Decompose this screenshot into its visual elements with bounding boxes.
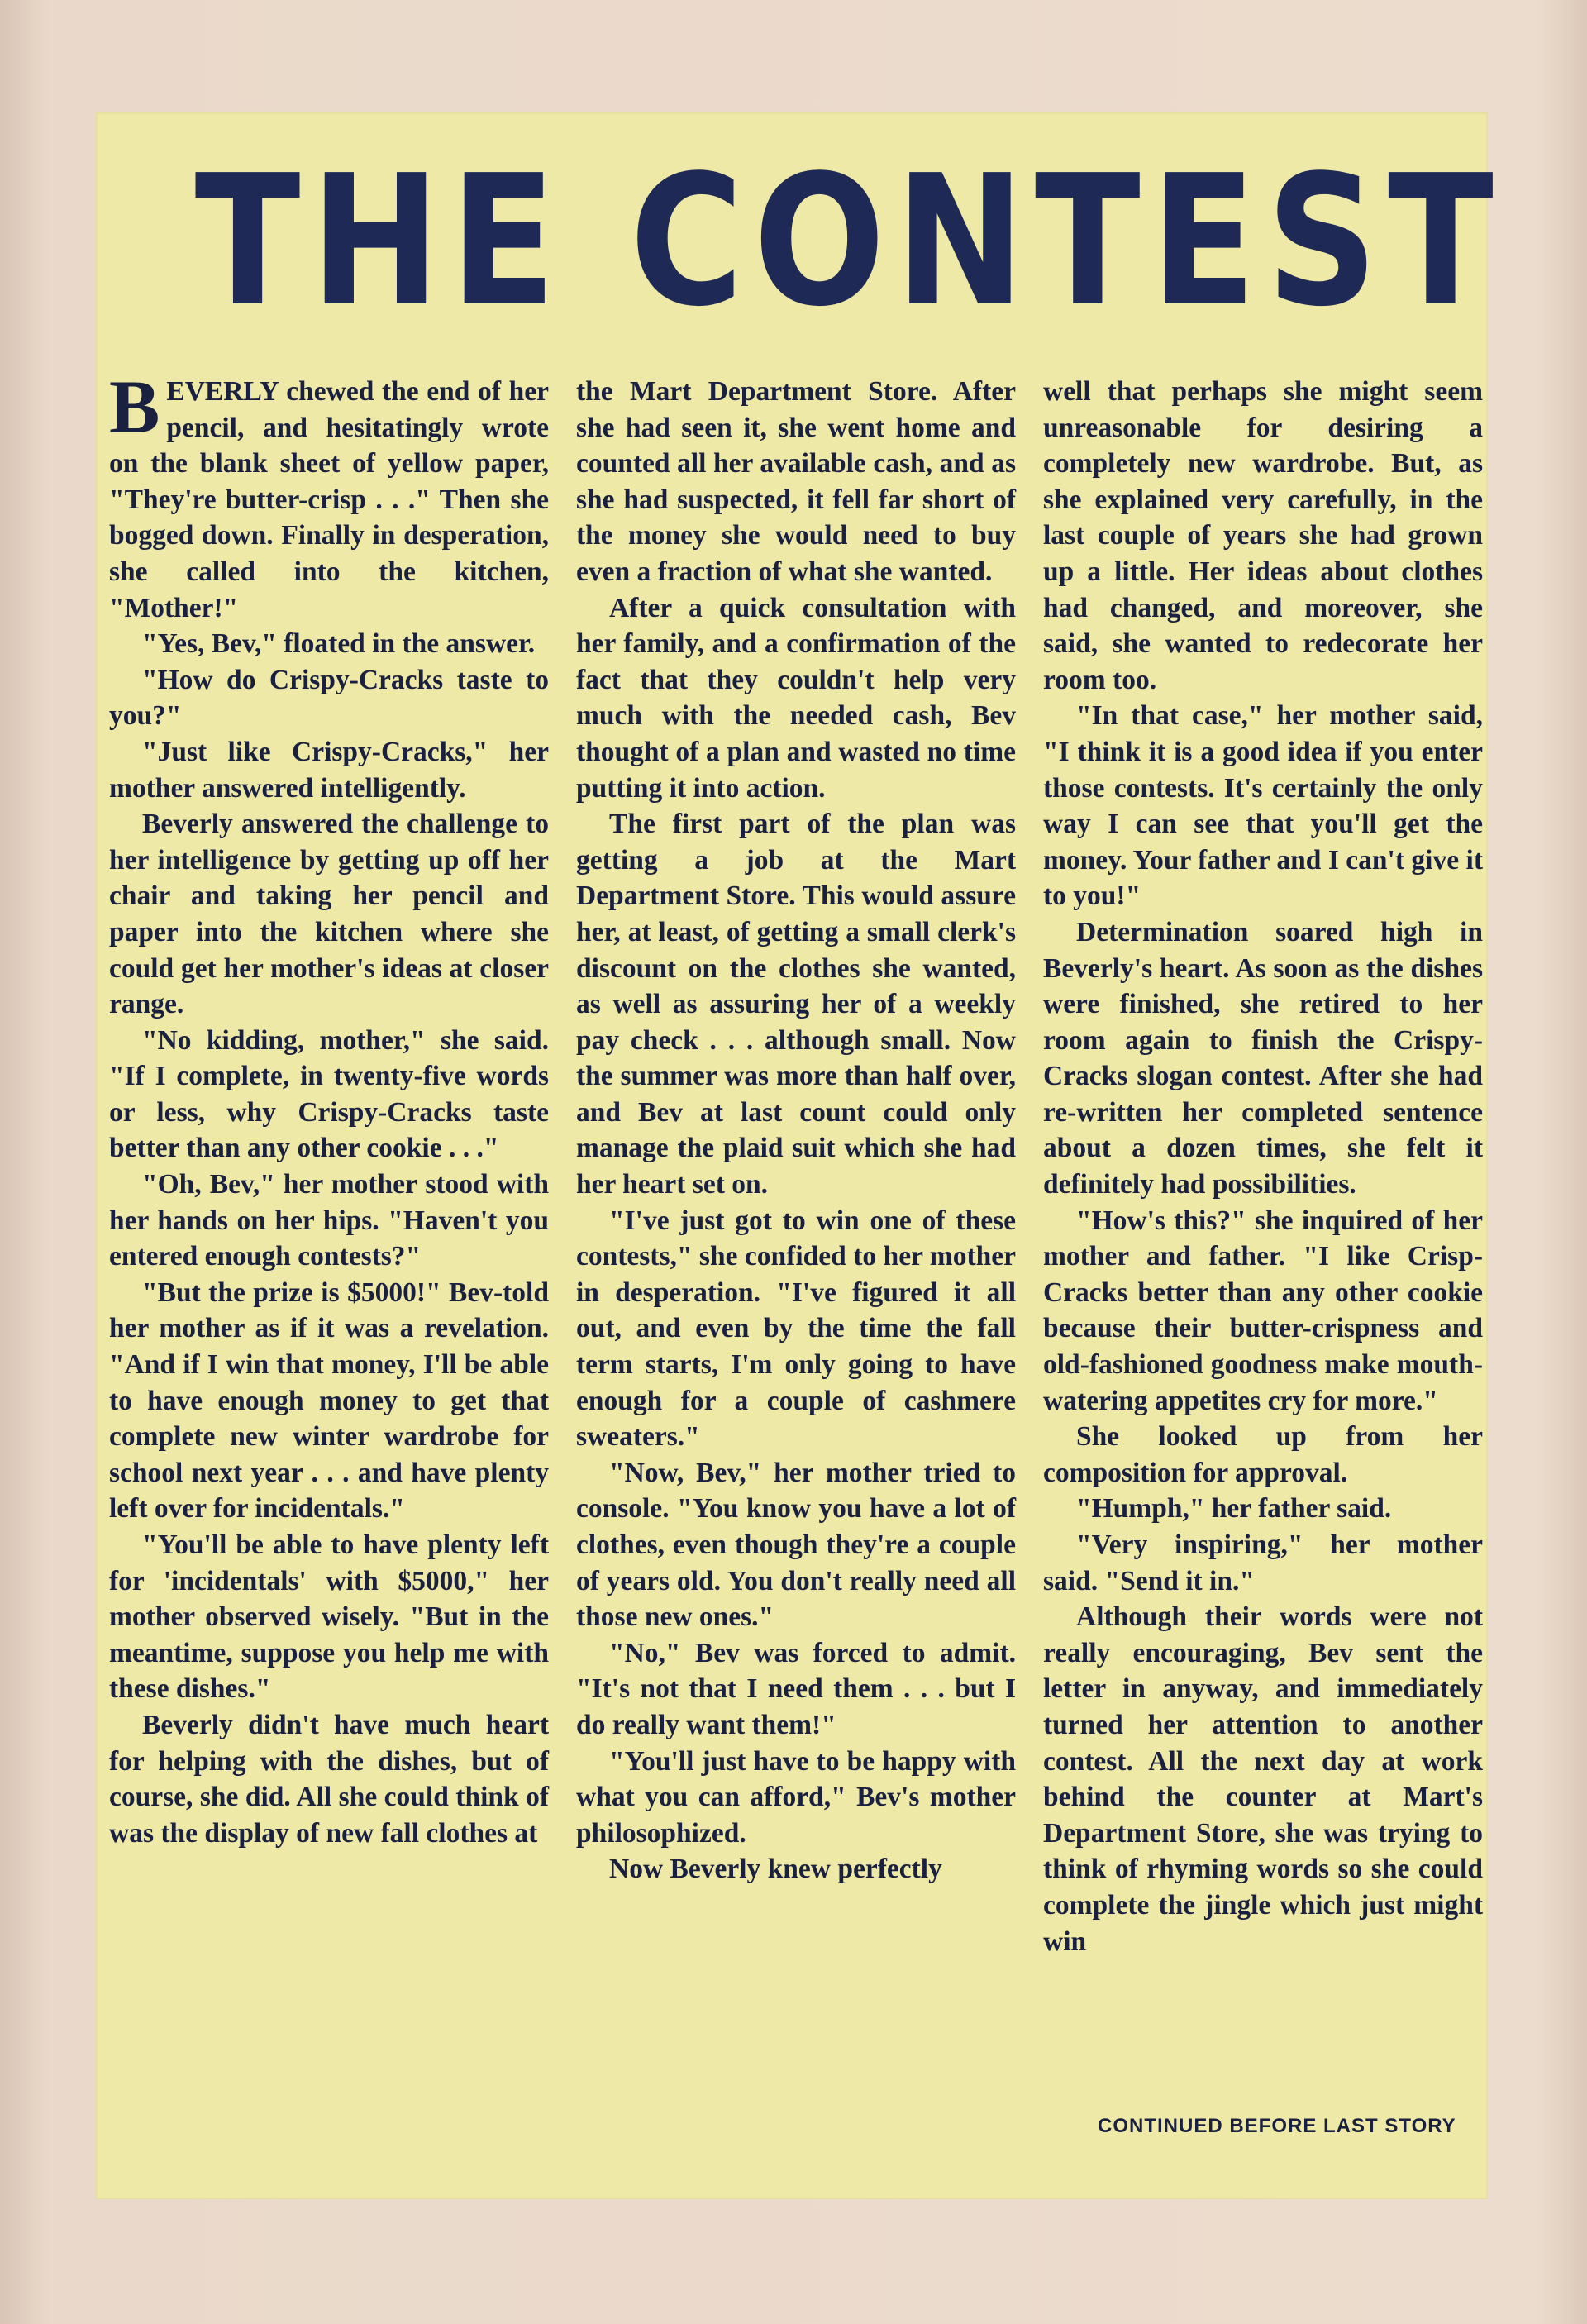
story-paragraph: "How do Crispy-Cracks taste to you?" [109,664,549,732]
column-2 [576,374,1016,1887]
story-paragraph: "Very inspiring," her mother said. "Send it in." [1043,1529,1483,1596]
story-paragraph: "You'll just have to be happy with what you can afford," Bev's mother philosophized. [576,1745,1016,1849]
column-1 [109,365,549,1851]
story-paragraph: well that perhaps she might seem unreasonable for desiring a completely new wardrobe. But, as she explained very carefully, in the last couple of years she had grown up a little. Her ideas about clothes had changed, and moreover, she said, she wanted to redecorate her room too. [1043,376,1483,695]
story-paragraph: "Humph," her father said. [1076,1493,1392,1525]
story-paragraph: She looked up from her composition for approval. [1043,1421,1483,1488]
story-paragraph: "No kidding, mother," she said. "If I complete, in twenty-five words or less, why Crispy-Cracks taste better than any other cookie . . ." [109,1024,549,1164]
story-paragraph: Although their words were not really encouraging, Bev sent the letter in anyway, and immediately turned her attention to another contest. All the next day at work behind the counter at Mart's Department Store, she was trying to think of rhyming words so she could complete the jingle which just might win [1043,1601,1483,1957]
story-paragraph: "But the prize is $5000!" Bev-told her mother as if it was a revelation. "And if I win that money, I'll be able to have enough money to get that complete new winter wardrobe for school next year . . . and have plenty left over for incidentals." [109,1277,549,1525]
continued-footer: CONTINUED BEFORE LAST STORY [1098,2115,1456,2137]
story-paragraph: Beverly answered the challenge to her intelligence by getting up off her chair and taking her pencil and paper into the kitchen where she could get her mother's ideas at closer range. [109,809,549,1020]
story-paragraph: "How's this?" she inquired of her mother and father. "I like Crisp-Cracks better than any other cookie because their butter-crispness and old-fashioned goodness make mouth-watering appetites cry for more." [1043,1205,1483,1416]
story-paragraph: "I've just got to win one of these contests," she confided to her mother in desperation. "I've figured it all out, and even by the time the fall term starts, I'm only going to have enough for a couple of cashmere sweaters." [576,1205,1016,1453]
story-paragraph: "You'll be able to have plenty left for 'incidentals' with $5000," her mother observed wisely. "But in the meantime, suppose you help me with these dishes." [109,1529,549,1705]
story-paragraph: Determination soared high in Beverly's heart. As soon as the dishes were finished, she retired to her room again to finish the Crispy-Cracks slogan contest. After she had re-written her completed sentence about a dozen times, she felt it definitely had possibilities. [1043,916,1483,1200]
paragraph-text: EVERLY chewed the end of her pencil, and hesitatingly wrote on the blank sheet of yellow paper, "They're butter-crisp . . ." Then she bogged down. Finally in desperation, she called into the kitchen, "Mother!" [109,376,549,623]
story-paragraph: "In that case," her mother said, "I think it is a good idea if you enter those contests. It's certainly the only way I can see that you'll get the money. Your father and I can't give it to you!" [1043,700,1483,912]
story-paragraph: "Yes, Bev," floated in the answer. [142,628,536,660]
column-3 [1043,374,1483,1959]
story-paragraph: "No," Bev was forced to admit. "It's not that I need them . . . but I do really want them!" [576,1637,1016,1740]
story-paragraph: the Mart Department Store. After she had seen it, she went home and counted all her available cash, and as she had suspected, it fell far short of the money she would need to buy even a fraction of what she wanted. [576,376,1016,587]
story-paragraph: "Now, Bev," her mother tried to console. "You know you have a lot of clothes, even though they're a couple of years old. You don't really need all those new ones." [576,1457,1016,1633]
story-columns [109,365,1483,2069]
story-paragraph: "Just like Crispy-Cracks," her mother answered intelligently. [109,736,549,804]
story-paragraph [109,365,549,626]
drop-cap: B [109,365,160,449]
story-paragraph: Beverly didn't have much heart for helping with the dishes, but of course, she did. All she could think of was the display of new fall clothes at [109,1709,549,1849]
story-paragraph: After a quick consultation with her family, and a confirmation of the fact that they couldn't help very much with the needed cash, Bev thought of a plan and wasted no time putting it into action. [576,592,1016,804]
story-paragraph: Now Beverly knew perfectly [609,1854,942,1885]
story-paragraph: The first part of the plan was getting a job at the Mart Department Store. This would assure her, at least, of getting a small clerk's discount on the clothes she wanted, as well as assuring her of a weekly pay check . . . although small. Now the summer was more than half over, and Bev at last count could only manage the plaid suit which she had her heart set on. [576,809,1016,1200]
story-paragraph: "Oh, Bev," her mother stood with her hands on her hips. "Haven't you entered enough contests?" [109,1169,549,1272]
page-title: THE CONTEST [194,137,1504,346]
